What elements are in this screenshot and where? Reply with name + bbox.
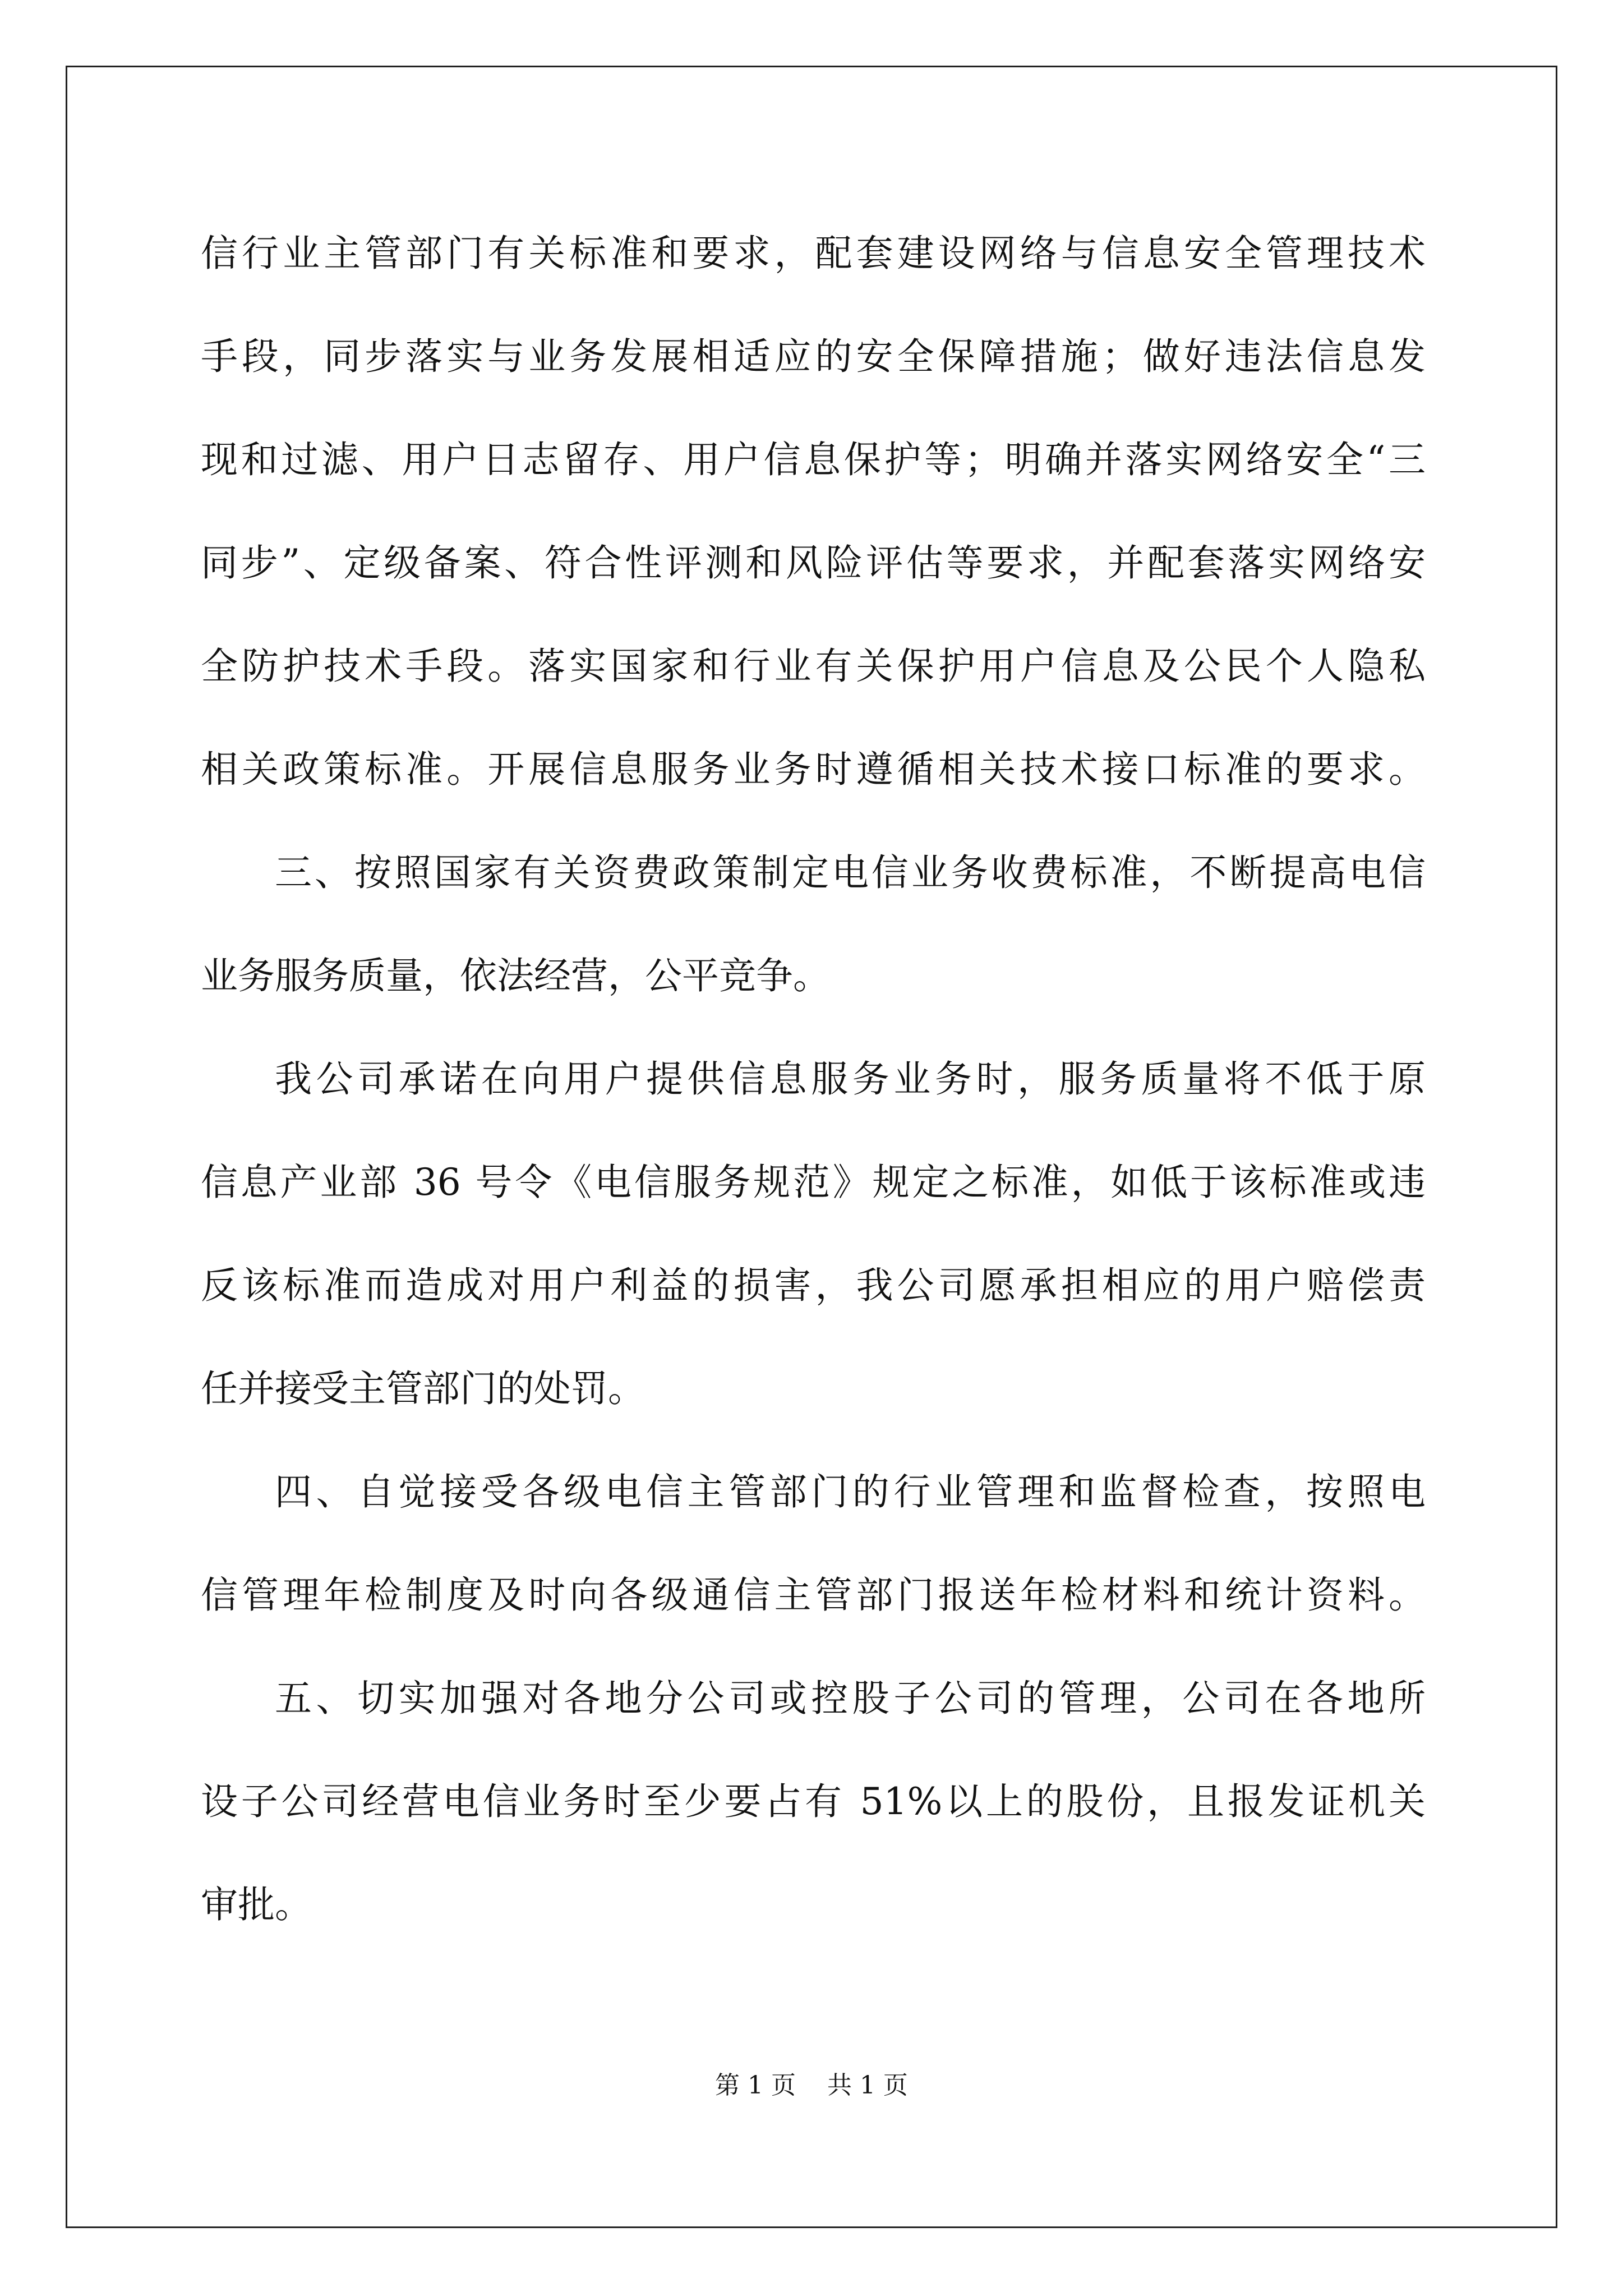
paragraph-start-line: 三、按照国家有关资费政策制定电信业务收费标准，不断提高电信 bbox=[275, 851, 1426, 894]
page-footer bbox=[0, 2069, 1623, 2102]
text-line: 审批。 bbox=[201, 1883, 312, 1926]
document-body bbox=[201, 202, 1426, 1957]
paragraph-start-line: 五、切实加强对各地分公司或控股子公司的管理，公司在各地所 bbox=[275, 1677, 1426, 1720]
text-line: 同步”、定级备案、符合性评测和风险评估等要求，并配套落实网络安 bbox=[201, 541, 1426, 585]
page-number-label: 第 1 页 共 1 页 bbox=[715, 2071, 908, 2100]
text-line: 任并接受主管部门的处罚。 bbox=[201, 1367, 645, 1410]
paragraph-start-line: 我公司承诺在向用户提供信息服务业务时，服务质量将不低于原 bbox=[275, 1057, 1426, 1101]
text-line: 信管理年检制度及时向各级通信主管部门报送年检材料和统计资料。 bbox=[201, 1573, 1426, 1617]
paragraph-start-line: 四、自觉接受各级电信主管部门的行业管理和监督检查，按照电 bbox=[275, 1470, 1426, 1513]
text-line: 相关政策标准。开展信息服务业务时遵循相关技术接口标准的要求。 bbox=[201, 748, 1426, 791]
text-line: 反该标准而造成对用户利益的损害，我公司愿承担相应的用户赔偿责 bbox=[201, 1264, 1426, 1307]
text-line: 现和过滤、用户日志留存、用户信息保护等；明确并落实网络安全“三 bbox=[201, 438, 1426, 481]
text-line: 全防护技术手段。落实国家和行业有关保护用户信息及公民个人隐私 bbox=[201, 645, 1426, 688]
text-line: 信息产业部 36 号令《电信服务规范》规定之标准，如低于该标准或违 bbox=[201, 1161, 1426, 1204]
text-line: 手段，同步落实与业务发展相适应的安全保障措施；做好违法信息发 bbox=[201, 335, 1426, 378]
text-line: 设子公司经营电信业务时至少要占有 51%以上的股份，且报发证机关 bbox=[201, 1780, 1426, 1823]
text-line: 信行业主管部门有关标准和要求，配套建设网络与信息安全管理技术 bbox=[201, 232, 1426, 275]
text-line: 业务服务质量，依法经营，公平竞争。 bbox=[201, 954, 830, 997]
